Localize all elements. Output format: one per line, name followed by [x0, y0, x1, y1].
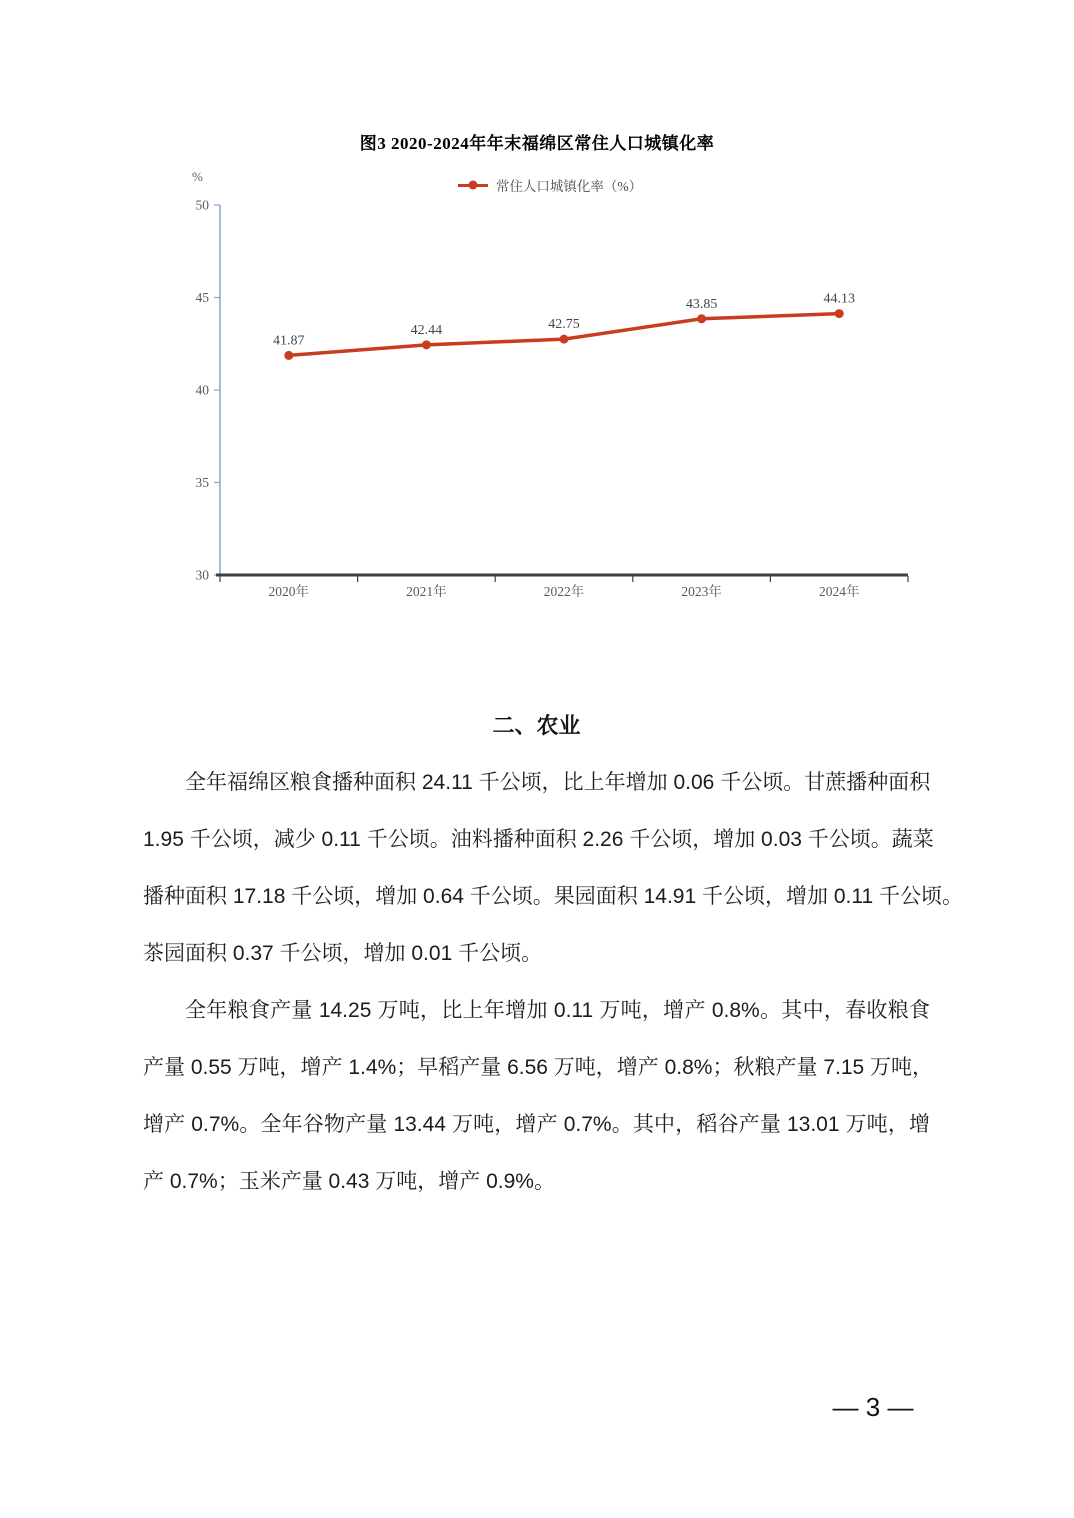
x-axis-tick-label: 2023年	[681, 584, 722, 599]
data-point-label: 43.85	[685, 296, 718, 312]
urbanization-chart	[185, 160, 915, 610]
page-number: — 3 —	[832, 1392, 914, 1422]
data-point-label: 41.87	[273, 333, 305, 349]
x-axis-tick-label: 2024年	[818, 584, 860, 599]
data-point-marker	[422, 340, 431, 349]
paragraph-line: 茶园面积 0.37 千公顷，增加 0.01 千公顷。	[143, 942, 543, 965]
paragraph-line: 增产 0.7%。全年谷物产量 13.44 万吨，增产 0.7%。其中，稻谷产量 13.01 万吨，增	[143, 1113, 930, 1136]
y-axis-tick-label: 30	[195, 567, 209, 583]
y-axis-tick-label: 40	[195, 382, 209, 398]
y-axis-unit-label: %	[192, 169, 203, 184]
data-point-marker	[560, 335, 569, 344]
data-point-marker	[697, 314, 706, 323]
x-axis-tick-label: 2022年	[543, 584, 585, 599]
chart-svg	[185, 160, 915, 610]
paragraph-line: 产 0.7%；玉米产量 0.43 万吨，增产 0.9%。	[143, 1170, 555, 1193]
paragraph-line: 1.95 千公顷，减少 0.11 千公顷。油料播种面积 2.26 千公顷，增加 0.03 千公顷。蔬菜	[143, 828, 934, 851]
data-point-label: 42.75	[548, 317, 580, 333]
paragraph-line: 全年粮食产量 14.25 万吨，比上年增加 0.11 万吨，增产 0.8%。其中，春收粮食	[185, 999, 930, 1022]
data-point-marker	[835, 309, 844, 318]
data-point-marker	[284, 351, 293, 360]
paragraph-line: 全年福绵区粮食播种面积 24.11 千公顷，比上年增加 0.06 千公顷。甘蔗播种面积	[185, 771, 931, 794]
legend-label: 常住人口城镇化率（%）	[495, 179, 643, 194]
y-axis-tick-label: 45	[195, 290, 209, 305]
figure-title: 图3 2020-2024年年末福绵区常住人口城镇化率	[359, 134, 715, 153]
section-agriculture	[143, 697, 963, 1210]
data-point-label: 42.44	[410, 322, 443, 338]
paragraph-line: 播种面积 17.18 千公顷，增加 0.64 千公顷。果园面积 14.91 千公顷，增加 0.11 千公顷。	[143, 885, 963, 908]
x-axis-tick-label: 2020年	[268, 584, 310, 599]
paragraph-line: 产量 0.55 万吨，增产 1.4%；早稻产量 6.56 万吨，增产 0.8%；秋粮产量 7.15 万吨，	[143, 1056, 934, 1079]
data-point-label: 44.13	[823, 291, 855, 307]
section-heading: 二、农业	[492, 713, 581, 738]
y-axis-tick-label: 35	[195, 475, 209, 490]
x-axis-tick-label: 2021年	[406, 584, 447, 599]
y-axis-tick-label: 50	[195, 197, 209, 213]
